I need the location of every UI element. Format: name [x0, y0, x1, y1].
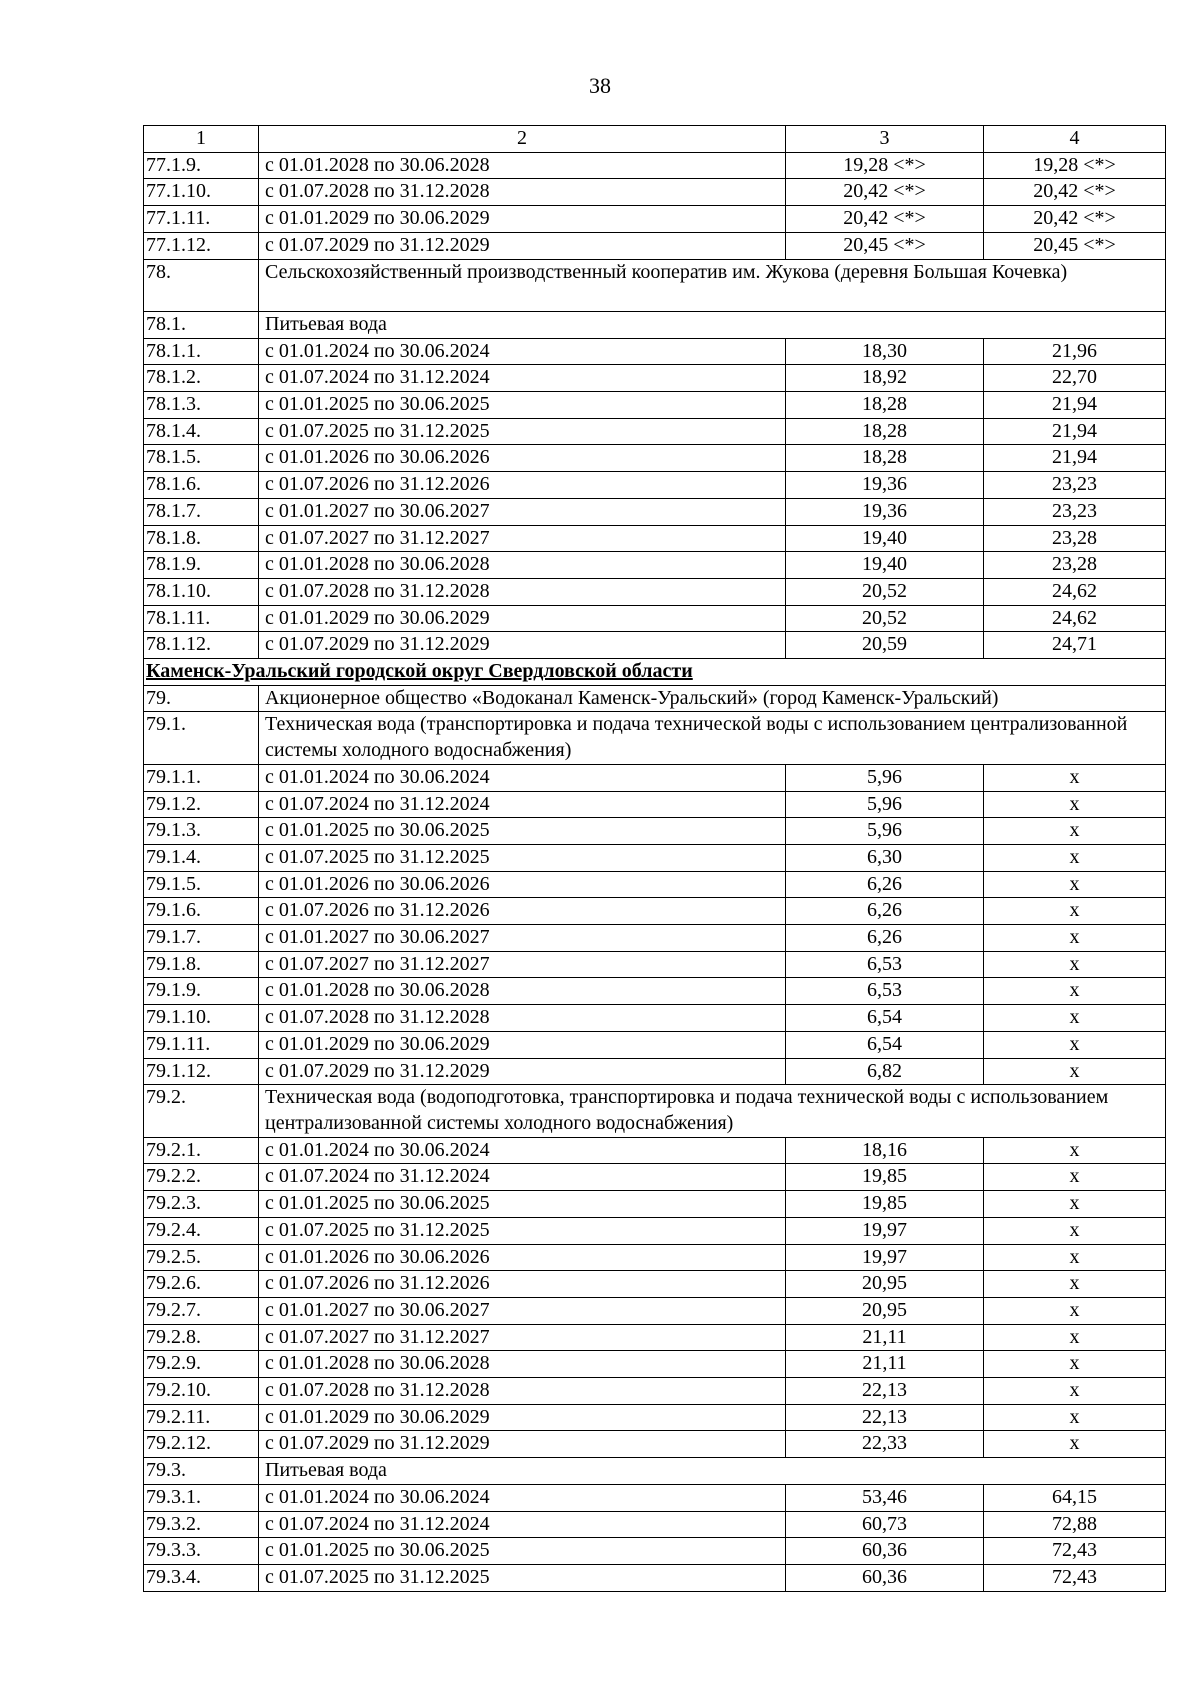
- tariff-value-col3: 60,36: [786, 1538, 984, 1565]
- tariff-value-col4: 23,23: [984, 498, 1166, 525]
- row-number: 77.1.9.: [144, 152, 259, 179]
- tariff-value-col4: 22,70: [984, 365, 1166, 392]
- tariff-value-col3: 5,96: [786, 764, 984, 791]
- tariff-value-col4: 24,62: [984, 578, 1166, 605]
- tariff-value-col3: 20,42 <*>: [786, 179, 984, 206]
- period-cell: с 01.01.2027 по 30.06.2027: [259, 1297, 786, 1324]
- row-number: 78.1.8.: [144, 525, 259, 552]
- row-number: 78.1.12.: [144, 632, 259, 659]
- period-cell: с 01.01.2029 по 30.06.2029: [259, 605, 786, 632]
- period-cell: с 01.07.2027 по 31.12.2027: [259, 525, 786, 552]
- row-number: 78.1.2.: [144, 365, 259, 392]
- period-cell: с 01.01.2024 по 30.06.2024: [259, 1484, 786, 1511]
- period-cell: с 01.01.2027 по 30.06.2027: [259, 925, 786, 952]
- tariff-value-col4: х: [984, 1351, 1166, 1378]
- table-row: [144, 1378, 1166, 1405]
- tariff-value-col4: 21,94: [984, 445, 1166, 472]
- tariff-value-col4: х: [984, 1217, 1166, 1244]
- tariff-value-col4: 20,42 <*>: [984, 206, 1166, 233]
- tariff-value-col4: х: [984, 1164, 1166, 1191]
- tariff-value-col4: х: [984, 1271, 1166, 1298]
- row-number: 79.3.: [144, 1458, 259, 1485]
- table-row: [144, 338, 1166, 365]
- tariff-value-col3: 22,33: [786, 1431, 984, 1458]
- tariff-value-col3: 19,85: [786, 1164, 984, 1191]
- tariff-value-col3: 6,26: [786, 871, 984, 898]
- tariff-value-col4: х: [984, 871, 1166, 898]
- period-cell: с 01.01.2026 по 30.06.2026: [259, 1244, 786, 1271]
- period-cell: с 01.07.2025 по 31.12.2025: [259, 844, 786, 871]
- section-title: Техническая вода (транспортировка и подача технической воды с использованием централизованной системы холодного водоснабжения): [259, 712, 1166, 764]
- tariff-value-col4: х: [984, 1431, 1166, 1458]
- tariff-value-col4: х: [984, 1031, 1166, 1058]
- row-number: 79.1.10.: [144, 1005, 259, 1032]
- section-row: [144, 259, 1166, 311]
- table-row: [144, 1058, 1166, 1085]
- table-row: [144, 1164, 1166, 1191]
- row-number: 77.1.12.: [144, 232, 259, 259]
- row-number: 79.3.3.: [144, 1538, 259, 1565]
- table-row: [144, 951, 1166, 978]
- row-number: 78.1.3.: [144, 392, 259, 419]
- row-number: 79.2.12.: [144, 1431, 259, 1458]
- period-cell: с 01.01.2024 по 30.06.2024: [259, 338, 786, 365]
- table-row: [144, 392, 1166, 419]
- row-number: 79.3.1.: [144, 1484, 259, 1511]
- tariff-value-col4: х: [984, 764, 1166, 791]
- period-cell: с 01.07.2028 по 31.12.2028: [259, 1378, 786, 1405]
- period-cell: с 01.07.2024 по 31.12.2024: [259, 1511, 786, 1538]
- tariff-value-col4: 24,71: [984, 632, 1166, 659]
- tariff-value-col3: 20,95: [786, 1271, 984, 1298]
- row-number: 79.1.6.: [144, 898, 259, 925]
- tariff-value-col4: 21,94: [984, 418, 1166, 445]
- tariff-value-col3: 53,46: [786, 1484, 984, 1511]
- tariff-value-col3: 6,26: [786, 898, 984, 925]
- period-cell: с 01.01.2028 по 30.06.2028: [259, 152, 786, 179]
- table-row: [144, 1511, 1166, 1538]
- table-row: [144, 818, 1166, 845]
- table-row: [144, 206, 1166, 233]
- tariff-value-col4: 20,45 <*>: [984, 232, 1166, 259]
- row-number: 79.1.: [144, 712, 259, 764]
- period-cell: с 01.01.2026 по 30.06.2026: [259, 871, 786, 898]
- period-cell: с 01.07.2029 по 31.12.2029: [259, 1058, 786, 1085]
- period-cell: с 01.07.2025 по 31.12.2025: [259, 418, 786, 445]
- row-number: 78.1.4.: [144, 418, 259, 445]
- tariff-value-col3: 18,28: [786, 418, 984, 445]
- tariff-value-col4: х: [984, 1137, 1166, 1164]
- table-row: [144, 1538, 1166, 1565]
- tariff-value-col4: 19,28 <*>: [984, 152, 1166, 179]
- row-number: 79.2.8.: [144, 1324, 259, 1351]
- period-cell: с 01.01.2025 по 30.06.2025: [259, 818, 786, 845]
- tariff-value-col4: х: [984, 1191, 1166, 1218]
- table-row: [144, 1404, 1166, 1431]
- tariff-value-col3: 19,36: [786, 472, 984, 499]
- tariff-value-col3: 60,73: [786, 1511, 984, 1538]
- period-cell: с 01.07.2026 по 31.12.2026: [259, 898, 786, 925]
- row-number: 79.: [144, 685, 259, 712]
- section-title: Сельскохозяйственный производственный кооператив им. Жукова (деревня Большая Кочевка): [259, 259, 1166, 311]
- period-cell: с 01.07.2026 по 31.12.2026: [259, 1271, 786, 1298]
- section-row: [144, 1085, 1166, 1137]
- period-cell: с 01.07.2024 по 31.12.2024: [259, 791, 786, 818]
- tariff-value-col3: 19,36: [786, 498, 984, 525]
- row-number: 78.1.: [144, 311, 259, 338]
- row-number: 79.1.1.: [144, 764, 259, 791]
- tariff-value-col3: 6,53: [786, 951, 984, 978]
- row-number: 79.2.3.: [144, 1191, 259, 1218]
- table-row: [144, 232, 1166, 259]
- table-row: [144, 632, 1166, 659]
- table-row: [144, 525, 1166, 552]
- tariff-table: [143, 125, 1166, 1592]
- tariff-value-col4: х: [984, 1404, 1166, 1431]
- section-title: Акционерное общество «Водоканал Каменск-Уральский» (город Каменск-Уральский): [259, 685, 1166, 712]
- tariff-value-col3: 19,28 <*>: [786, 152, 984, 179]
- row-number: 79.1.2.: [144, 791, 259, 818]
- column-header: 2: [259, 126, 786, 153]
- tariff-value-col4: 21,96: [984, 338, 1166, 365]
- tariff-value-col4: х: [984, 978, 1166, 1005]
- table-row: [144, 365, 1166, 392]
- tariff-value-col4: х: [984, 1297, 1166, 1324]
- tariff-value-col3: 18,92: [786, 365, 984, 392]
- row-number: 79.2.5.: [144, 1244, 259, 1271]
- period-cell: с 01.01.2029 по 30.06.2029: [259, 206, 786, 233]
- row-number: 79.2.: [144, 1085, 259, 1137]
- tariff-value-col4: 20,42 <*>: [984, 179, 1166, 206]
- tariff-value-col4: х: [984, 791, 1166, 818]
- period-cell: с 01.01.2029 по 30.06.2029: [259, 1404, 786, 1431]
- row-number: 79.2.1.: [144, 1137, 259, 1164]
- period-cell: с 01.07.2025 по 31.12.2025: [259, 1217, 786, 1244]
- row-number: 79.2.9.: [144, 1351, 259, 1378]
- tariff-value-col3: 20,45 <*>: [786, 232, 984, 259]
- table-row: [144, 578, 1166, 605]
- table-row: [144, 1271, 1166, 1298]
- tariff-value-col4: х: [984, 1058, 1166, 1085]
- row-number: 79.1.8.: [144, 951, 259, 978]
- table-row: [144, 445, 1166, 472]
- tariff-value-col4: 23,23: [984, 472, 1166, 499]
- table-header-row: [144, 126, 1166, 153]
- row-number: 78.1.5.: [144, 445, 259, 472]
- tariff-value-col4: 24,62: [984, 605, 1166, 632]
- row-number: 79.3.2.: [144, 1511, 259, 1538]
- tariff-value-col3: 60,36: [786, 1564, 984, 1591]
- table-row: [144, 1217, 1166, 1244]
- column-header: 3: [786, 126, 984, 153]
- tariff-value-col3: 21,11: [786, 1351, 984, 1378]
- tariff-value-col3: 20,52: [786, 578, 984, 605]
- section-title: Питьевая вода: [259, 1458, 1166, 1485]
- period-cell: с 01.07.2024 по 31.12.2024: [259, 365, 786, 392]
- tariff-value-col4: х: [984, 1244, 1166, 1271]
- tariff-value-col3: 5,96: [786, 818, 984, 845]
- section-title: Питьевая вода: [259, 311, 1166, 338]
- tariff-value-col4: 72,88: [984, 1511, 1166, 1538]
- section-title: Техническая вода (водоподготовка, транспортировка и подача технической воды с использованием централизованной системы холодного водоснабжения): [259, 1085, 1166, 1137]
- tariff-value-col3: 6,82: [786, 1058, 984, 1085]
- region-row: [144, 659, 1166, 686]
- section-row: [144, 1458, 1166, 1485]
- period-cell: с 01.01.2028 по 30.06.2028: [259, 978, 786, 1005]
- period-cell: с 01.01.2026 по 30.06.2026: [259, 445, 786, 472]
- row-number: 79.1.3.: [144, 818, 259, 845]
- row-number: 79.2.2.: [144, 1164, 259, 1191]
- row-number: 79.1.5.: [144, 871, 259, 898]
- table-row: [144, 925, 1166, 952]
- row-number: 78.1.6.: [144, 472, 259, 499]
- tariff-value-col3: 19,85: [786, 1191, 984, 1218]
- tariff-value-col4: 23,28: [984, 525, 1166, 552]
- row-number: 77.1.11.: [144, 206, 259, 233]
- tariff-value-col3: 6,54: [786, 1031, 984, 1058]
- tariff-value-col3: 20,42 <*>: [786, 206, 984, 233]
- period-cell: с 01.01.2024 по 30.06.2024: [259, 1137, 786, 1164]
- period-cell: с 01.01.2025 по 30.06.2025: [259, 392, 786, 419]
- table-row: [144, 498, 1166, 525]
- period-cell: с 01.07.2029 по 31.12.2029: [259, 1431, 786, 1458]
- period-cell: с 01.07.2029 по 31.12.2029: [259, 632, 786, 659]
- tariff-value-col4: 64,15: [984, 1484, 1166, 1511]
- row-number: 79.1.4.: [144, 844, 259, 871]
- row-number: 78.1.7.: [144, 498, 259, 525]
- period-cell: с 01.01.2028 по 30.06.2028: [259, 1351, 786, 1378]
- tariff-value-col4: х: [984, 898, 1166, 925]
- table-row: [144, 764, 1166, 791]
- tariff-value-col3: 18,28: [786, 392, 984, 419]
- period-cell: с 01.07.2028 по 31.12.2028: [259, 578, 786, 605]
- period-cell: с 01.01.2027 по 30.06.2027: [259, 498, 786, 525]
- period-cell: с 01.07.2026 по 31.12.2026: [259, 472, 786, 499]
- page-number: 38: [589, 73, 611, 98]
- table-row: [144, 1297, 1166, 1324]
- row-number: 78.1.10.: [144, 578, 259, 605]
- row-number: 79.1.9.: [144, 978, 259, 1005]
- table-row: [144, 1324, 1166, 1351]
- period-cell: с 01.07.2027 по 31.12.2027: [259, 951, 786, 978]
- row-number: 79.1.11.: [144, 1031, 259, 1058]
- tariff-value-col3: 6,26: [786, 925, 984, 952]
- tariff-value-col4: х: [984, 844, 1166, 871]
- tariff-value-col4: 72,43: [984, 1564, 1166, 1591]
- period-cell: с 01.01.2025 по 30.06.2025: [259, 1538, 786, 1565]
- row-number: 78.1.11.: [144, 605, 259, 632]
- table-row: [144, 1351, 1166, 1378]
- tariff-value-col3: 19,40: [786, 552, 984, 579]
- tariff-value-col4: х: [984, 818, 1166, 845]
- tariff-value-col4: х: [984, 925, 1166, 952]
- period-cell: с 01.07.2028 по 31.12.2028: [259, 179, 786, 206]
- period-cell: с 01.07.2024 по 31.12.2024: [259, 1164, 786, 1191]
- tariff-value-col4: х: [984, 1005, 1166, 1032]
- table-row: [144, 472, 1166, 499]
- table-row: [144, 978, 1166, 1005]
- tariff-value-col3: 22,13: [786, 1378, 984, 1405]
- table-row: [144, 844, 1166, 871]
- row-number: 79.3.4.: [144, 1564, 259, 1591]
- tariff-value-col3: 22,13: [786, 1404, 984, 1431]
- period-cell: с 01.07.2028 по 31.12.2028: [259, 1005, 786, 1032]
- section-row: [144, 712, 1166, 764]
- period-cell: с 01.01.2024 по 30.06.2024: [259, 764, 786, 791]
- tariff-value-col3: 6,53: [786, 978, 984, 1005]
- tariff-value-col4: х: [984, 951, 1166, 978]
- tariff-value-col3: 19,97: [786, 1244, 984, 1271]
- row-number: 78.1.1.: [144, 338, 259, 365]
- period-cell: с 01.07.2027 по 31.12.2027: [259, 1324, 786, 1351]
- table-row: [144, 1484, 1166, 1511]
- column-header: 4: [984, 126, 1166, 153]
- tariff-value-col3: 18,16: [786, 1137, 984, 1164]
- table-row: [144, 1244, 1166, 1271]
- row-number: 79.1.7.: [144, 925, 259, 952]
- region-title: Каменск-Уральский городской округ Свердловской области: [144, 659, 1166, 686]
- row-number: 79.1.12.: [144, 1058, 259, 1085]
- tariff-value-col4: 23,28: [984, 552, 1166, 579]
- table-row: [144, 898, 1166, 925]
- table-row: [144, 152, 1166, 179]
- tariff-value-col3: 18,28: [786, 445, 984, 472]
- table-row: [144, 1005, 1166, 1032]
- table-row: [144, 1191, 1166, 1218]
- row-number: 79.2.10.: [144, 1378, 259, 1405]
- table-row: [144, 1031, 1166, 1058]
- tariff-value-col4: 21,94: [984, 392, 1166, 419]
- tariff-value-col3: 19,40: [786, 525, 984, 552]
- row-number: 79.2.4.: [144, 1217, 259, 1244]
- table-row: [144, 418, 1166, 445]
- table-row: [144, 552, 1166, 579]
- tariff-value-col4: х: [984, 1324, 1166, 1351]
- tariff-value-col3: 18,30: [786, 338, 984, 365]
- table-row: [144, 179, 1166, 206]
- row-number: 77.1.10.: [144, 179, 259, 206]
- tariff-value-col4: х: [984, 1378, 1166, 1405]
- period-cell: с 01.01.2028 по 30.06.2028: [259, 552, 786, 579]
- tariff-table-body: [144, 126, 1166, 1592]
- table-row: [144, 1564, 1166, 1591]
- table-row: [144, 791, 1166, 818]
- row-number: 79.2.6.: [144, 1271, 259, 1298]
- table-row: [144, 605, 1166, 632]
- row-number: 79.2.7.: [144, 1297, 259, 1324]
- table-row: [144, 1137, 1166, 1164]
- tariff-value-col3: 6,54: [786, 1005, 984, 1032]
- tariff-value-col3: 20,52: [786, 605, 984, 632]
- tariff-value-col3: 19,97: [786, 1217, 984, 1244]
- column-header: 1: [144, 126, 259, 153]
- tariff-value-col3: 21,11: [786, 1324, 984, 1351]
- row-number: 78.1.9.: [144, 552, 259, 579]
- tariff-value-col3: 20,95: [786, 1297, 984, 1324]
- table-row: [144, 871, 1166, 898]
- period-cell: с 01.07.2029 по 31.12.2029: [259, 232, 786, 259]
- table-row: [144, 1431, 1166, 1458]
- tariff-value-col3: 5,96: [786, 791, 984, 818]
- section-row: [144, 685, 1166, 712]
- period-cell: с 01.01.2025 по 30.06.2025: [259, 1191, 786, 1218]
- tariff-value-col4: 72,43: [984, 1538, 1166, 1565]
- period-cell: с 01.01.2029 по 30.06.2029: [259, 1031, 786, 1058]
- tariff-value-col3: 20,59: [786, 632, 984, 659]
- section-row: [144, 311, 1166, 338]
- row-number: 78.: [144, 259, 259, 311]
- row-number: 79.2.11.: [144, 1404, 259, 1431]
- period-cell: с 01.07.2025 по 31.12.2025: [259, 1564, 786, 1591]
- tariff-value-col3: 6,30: [786, 844, 984, 871]
